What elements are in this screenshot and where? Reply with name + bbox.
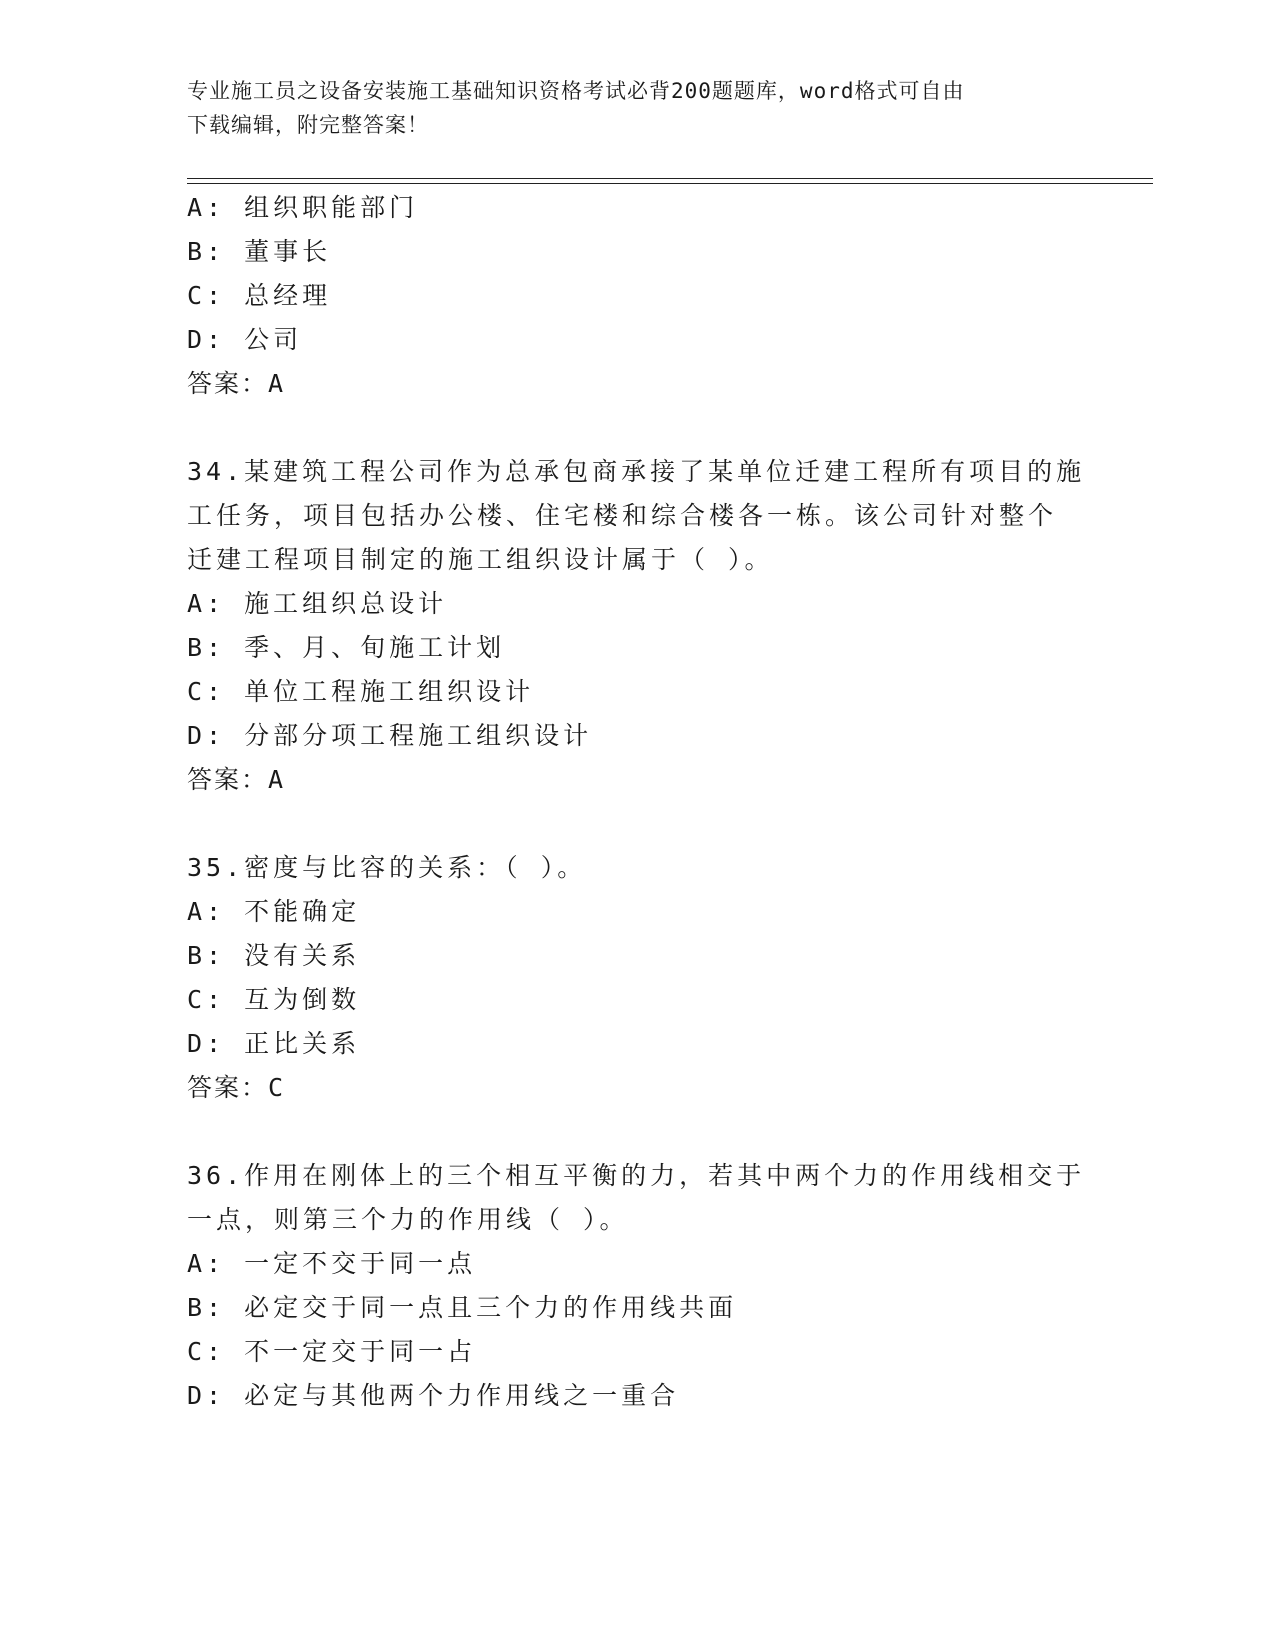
q34-option-b: B: 季、月、旬施工计划 bbox=[187, 633, 506, 662]
q36-stem-line-2: 一点，则第三个力的作用线（ ）。 bbox=[187, 1205, 629, 1234]
q34-stem-line-1: 34.某建筑工程公司作为总承包商承接了某单位迁建工程所有项目的施 bbox=[187, 457, 1086, 486]
q35-stem-line-1: 35.密度与比容的关系：（ ）。 bbox=[187, 853, 587, 882]
q33-option-d: D: 公司 bbox=[187, 325, 303, 354]
q34-answer: 答案：A bbox=[187, 765, 286, 794]
header-line-1: 专业施工员之设备安装施工基础知识资格考试必背200题题库，word格式可自由 bbox=[187, 79, 965, 103]
q36-option-a: A: 一定不交于同一点 bbox=[187, 1249, 477, 1278]
q34-option-a: A: 施工组织总设计 bbox=[187, 589, 448, 618]
q35-answer: 答案：C bbox=[187, 1073, 286, 1102]
document-header bbox=[187, 74, 1087, 142]
q33-option-c: C: 总经理 bbox=[187, 281, 332, 310]
header-divider-bottom bbox=[187, 183, 1153, 184]
q34-option-c: C: 单位工程施工组织设计 bbox=[187, 677, 535, 706]
q35-option-d: D: 正比关系 bbox=[187, 1029, 361, 1058]
q34-stem-line-3: 迁建工程项目制定的施工组织设计属于（ ）。 bbox=[187, 545, 774, 574]
q36-stem-line-1: 36.作用在刚体上的三个相互平衡的力，若其中两个力的作用线相交于 bbox=[187, 1161, 1086, 1190]
header-line-2: 下载编辑，附完整答案！ bbox=[187, 113, 429, 137]
q33-answer: 答案：A bbox=[187, 369, 286, 398]
q35-option-a: A: 不能确定 bbox=[187, 897, 361, 926]
q33-option-a: A: 组织职能部门 bbox=[187, 193, 419, 222]
q36-option-c: C: 不一定交于同一占 bbox=[187, 1337, 477, 1366]
q36-option-d: D: 必定与其他两个力作用线之一重合 bbox=[187, 1381, 680, 1410]
header-divider-top bbox=[187, 178, 1153, 179]
q33-option-b: B: 董事长 bbox=[187, 237, 332, 266]
q34-option-d: D: 分部分项工程施工组织设计 bbox=[187, 721, 593, 750]
q35-option-b: B: 没有关系 bbox=[187, 941, 361, 970]
q34-stem-line-2: 工任务，项目包括办公楼、住宅楼和综合楼各一栋。该公司针对整个 bbox=[187, 501, 1058, 530]
q36-option-b: B: 必定交于同一点且三个力的作用线共面 bbox=[187, 1293, 738, 1322]
q35-option-c: C: 互为倒数 bbox=[187, 985, 361, 1014]
